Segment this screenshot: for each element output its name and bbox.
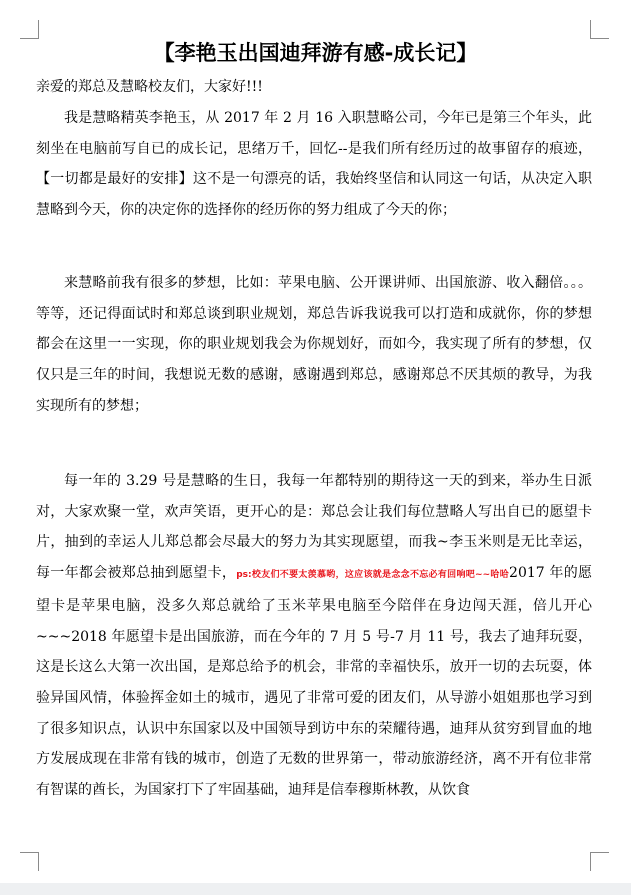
crop-mark-top-right [590, 20, 609, 39]
paragraph-3-text-b: 2017 年的愿望卡是苹果电脑，没多久郑总就给了玉米苹果电脑至今陪伴在身边闯天涯，倍儿开心~~~2018 年愿望卡是出国旅游，而在今年的 7 月 5 号-7 月 11 号，我去了迪拜玩耍，这是长这么大第一次出国，是郑总给予的机会，非常的幸福快乐，放开一切的去玩耍，体验异国风情，体验挥金如土的城市，遇见了非常可爱的团友们，从导游小姐姐那也学习到了很多知识点，认识中东国家以及中国领导到访中东的荣耀待遇，迪拜从贫穷到冒血的地方发展成现在非常有钱的城市，创造了无数的世界第一，带动旅游经济，离不开有位非常有智谋的酋长，为国家打下了牢固基础，迪拜是信奉穆斯林教，从饮食 [36, 565, 593, 799]
red-annotation-note: ps:校友们不要太羡慕哟，这应该就是念念不忘必有回响吧~~哈哈 [236, 570, 510, 581]
paragraph-3-text-a: 每一年的 3.29 号是慧略的生日，我每一年都特别的期待这一天的到来，举办生日派对，大家欢聚一堂，欢声笑语，更开心的是：郑总会让我们每位慧略人写出自已的愿望卡片，抽到的幸运人儿郑总都会尽最大的努力为其实现愿望，而我~李玉米则是无比幸运，每一年都会被郑总抽到愿望卡， [36, 473, 592, 582]
crop-mark-top-left [20, 20, 39, 39]
paragraph-1: 我是慧略精英李艳玉，从 2017 年 2 月 16 入职慧略公司，今年已是第三个年头，此刻坐在电脑前写自已的成长记，思绪万千，回忆--是我们所有经历过的故事留存的痕迹，【一切都是最好的安排】这不是一句漂亮的话，我始终坚信和认同这一句话，从决定入职慧略到今天，你的决定你的选择你的经历你的努力组成了今天的你； [36, 110, 592, 219]
crop-mark-bottom-left [20, 852, 39, 871]
document-title: 【李艳玉出国迪拜游有感-成长记】 [153, 41, 478, 65]
page-bottom-strip [0, 883, 631, 895]
greeting-line: 亲爱的郑总及慧略校友们，大家好!!! [36, 79, 263, 95]
paragraph-3 [36, 466, 592, 806]
crop-mark-bottom-right [590, 852, 609, 871]
paragraph-2: 来慧略前我有很多的梦想，比如：苹果电脑、公开课讲师、出国旅游、收入翻倍。。。等等，还记得面试时和郑总谈到职业规划，郑总告诉我说我可以打造和成就你，你的梦想都会在这里一一实现，你的职业规划我会为你规划好，而如今，我实现了所有的梦想，仅仅只是三年的时间，我想说无数的感谢，感谢遇到郑总，感谢郑总不厌其烦的教导，为我实现所有的梦想； [36, 275, 592, 414]
